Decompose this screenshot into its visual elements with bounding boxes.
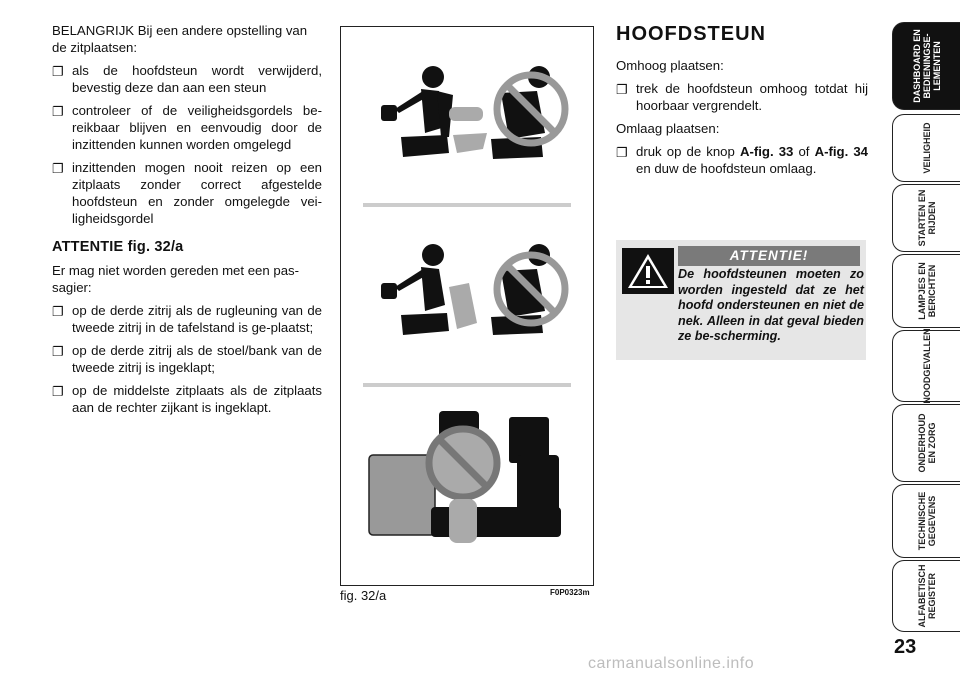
checkbox-bullet-icon: ❐ (52, 161, 64, 176)
attention-intro: Er mag niet worden gereden met een pas-sagier: (52, 263, 300, 295)
list-item: ❐ trek de hoofdsteun omhoog totdat hij hoorbaar vergrendelt. (616, 81, 868, 113)
watermark: carmanualsonline.info (588, 655, 755, 672)
separator (363, 383, 571, 387)
chapter-tabs (882, 22, 960, 632)
list-item: ❐ als de hoofdsteun wordt verwijderd, bevestig deze dan aan een steun (52, 63, 322, 95)
checkbox-bullet-icon: ❐ (52, 64, 64, 79)
warning-box (616, 240, 866, 360)
tab-veiligheid[interactable]: VEILIGHEID (892, 114, 960, 182)
list-item: ❐ op de derde zitrij als de rugleuning van de tweede zitrij in de tafelstand is ge-plaatst; (52, 303, 322, 335)
figure-ref: A-fig. 33 (739, 144, 794, 159)
figure-code: F0P0323m (550, 588, 590, 597)
separator (363, 203, 571, 207)
list-item: ❐ inzittenden mogen nooit reizen op een zitplaats zonder correct afgestelde hoofdsteun en zonder omgelegde vei-ligheidsgordel (52, 160, 322, 226)
checkbox-bullet-icon: ❐ (52, 304, 64, 319)
intro-text: BELANGRIJK Bij een andere opstelling van de zitplaatsen: (52, 23, 308, 55)
figure-ref: A-fig. 34 (814, 144, 869, 159)
checkbox-bullet-icon: ❐ (52, 344, 64, 359)
up-label: Omhoog plaatsen: (616, 58, 724, 73)
attention-heading: ATTENTIE fig. 32/a (52, 239, 184, 255)
figure-caption: fig. 32/a (340, 588, 387, 603)
tab-dashboard[interactable]: DASHBOARD EN BEDIENINGSE- LEMENTEN (892, 22, 960, 110)
down-label: Omlaag plaatsen: (616, 121, 720, 136)
warning-text: De hoofdsteunen moeten zo worden ingesteld dat ze het hoofd ondersteunen en niet de nek. Alleen in dat geval bieden ze be-scherming. (678, 267, 864, 343)
seated-driver-icon (341, 57, 593, 177)
left-column (52, 22, 322, 422)
list-item: ❐ op de derde zitrij als de stoel/bank van de tweede zitrij is ingeklapt; (52, 343, 322, 375)
checkbox-bullet-icon: ❐ (616, 82, 628, 97)
section-heading: HOOFDSTEUN (616, 23, 766, 45)
tab-technische[interactable]: TECHNISCHE GEGEVENS (892, 484, 960, 558)
tab-starten[interactable]: STARTEN EN RIJDEN (892, 184, 960, 252)
tab-noodgevallen[interactable]: NOODGEVALLEN (892, 330, 960, 402)
list-item: ❐ druk op de knop A-fig. 33 of A-fig. 34 en duw de hoofdsteun omlaag. (616, 144, 869, 176)
tab-register[interactable]: ALFABETISCH REGISTER (892, 560, 960, 632)
warning-header: ATTENTIE! (678, 246, 860, 266)
checkbox-bullet-icon: ❐ (52, 384, 64, 399)
prohibited-passenger-icon (341, 233, 593, 353)
right-column (616, 22, 868, 183)
tab-onderhoud[interactable]: ONDERHOUD EN ZORG (892, 404, 960, 482)
list-item: ❐ op de middelste zitplaats als de zitplaats aan de rechter zijkant is ingeklapt. (52, 383, 322, 415)
seat-layout-icon (341, 407, 593, 567)
page-number: 23 (894, 636, 917, 658)
figure-32a (340, 26, 594, 586)
list-item: ❐ controleer of de veiligheidsgordels be-reikbaar blijven en eenvoudig door de inzittenden kunnen worden omgelegd (52, 103, 322, 152)
tab-lampjes[interactable]: LAMPJES EN BERICHTEN (892, 254, 960, 328)
checkbox-bullet-icon: ❐ (52, 104, 64, 119)
checkbox-bullet-icon: ❐ (616, 145, 628, 160)
